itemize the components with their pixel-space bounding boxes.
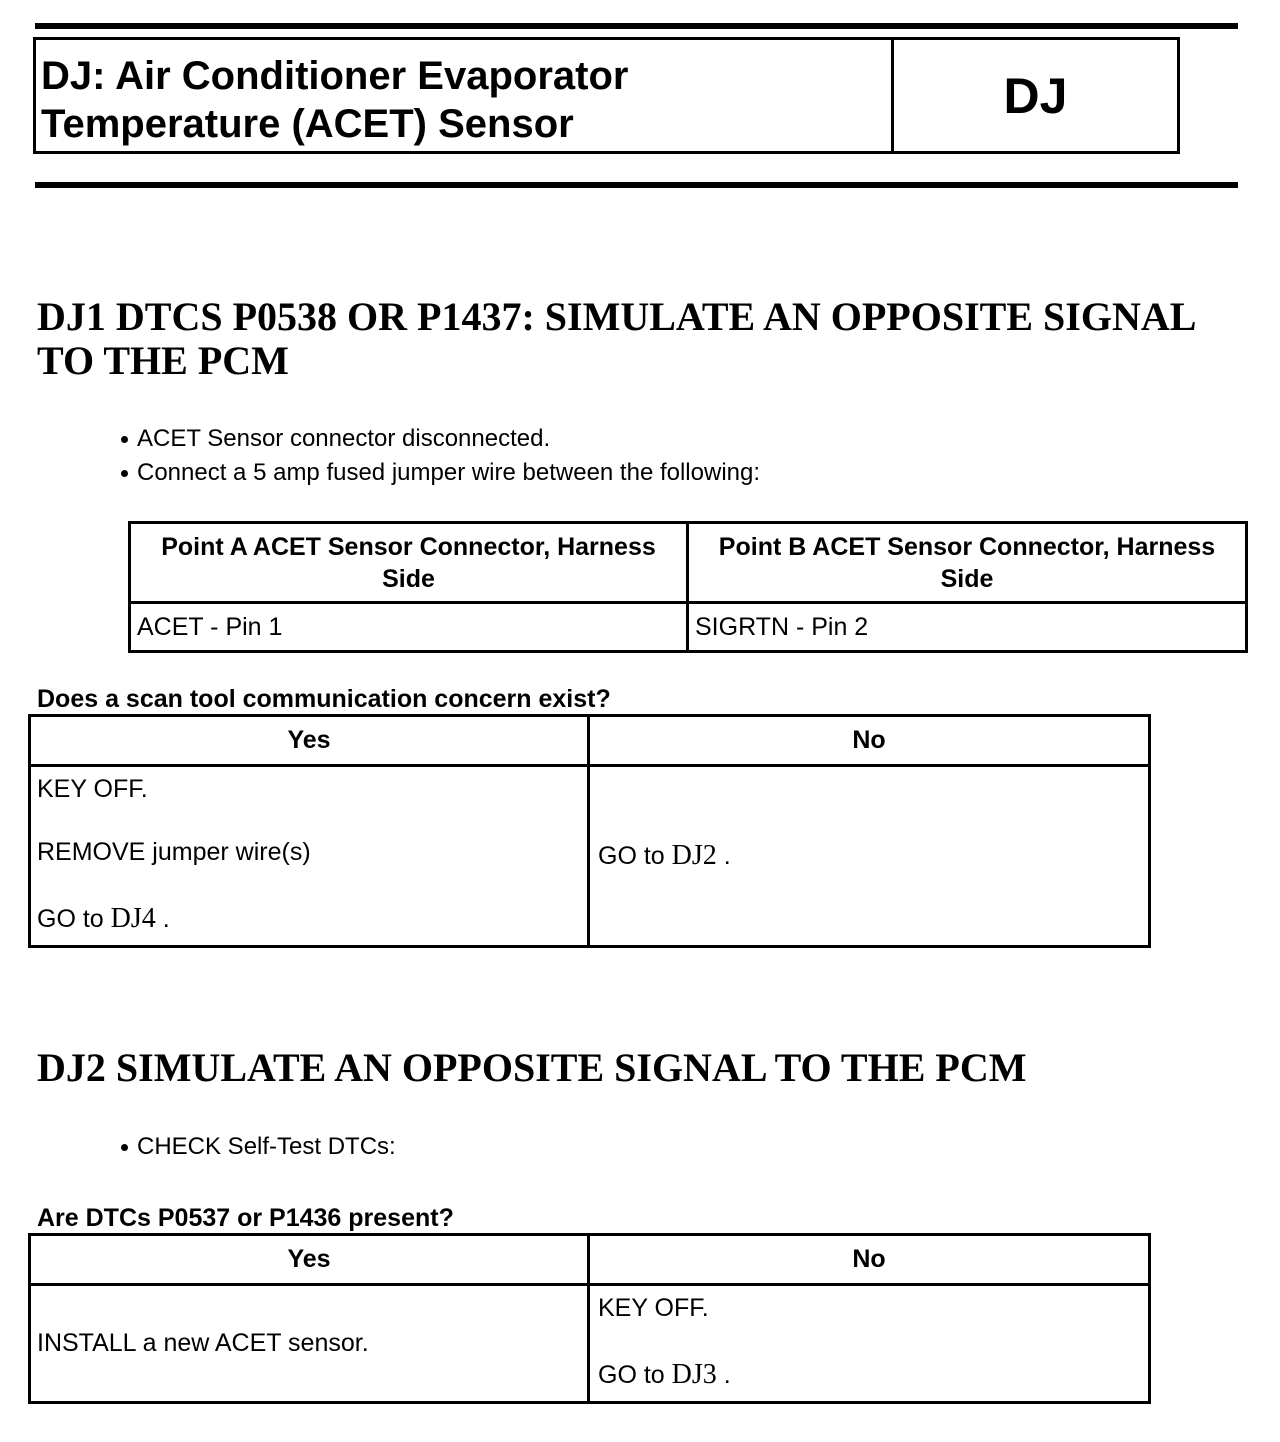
- title-box: [33, 37, 1180, 154]
- yes-cell: [30, 1285, 589, 1403]
- section-code: DJ: [1003, 67, 1068, 124]
- jumper-wire-table: [128, 521, 1248, 653]
- list-item: Connect a 5 amp fused jumper wire between the following:: [118, 456, 760, 490]
- dj1-instructions: [118, 422, 760, 490]
- dj2-heading: DJ2 SIMULATE AN OPPOSITE SIGNAL TO THE PCM: [37, 1045, 1027, 1090]
- goto-ref: DJ4: [110, 903, 156, 934]
- dj1-heading: DJ1 DTCS P0538 OR P1437: SIMULATE AN OPPOSITE SIGNAL TO THE PCM: [37, 294, 1195, 383]
- header-bottom-rule: [35, 182, 1238, 188]
- point-b-value: SIGRTN - Pin 2: [688, 603, 1247, 652]
- page-title: DJ: Air Conditioner Evaporator Temperature (ACET) Sensor: [36, 40, 894, 151]
- dj1-question: Does a scan tool communication concern exist?: [37, 685, 611, 713]
- no-goto-link[interactable]: GO to DJ2 .: [598, 840, 731, 871]
- dj2-question: Are DTCs P0537 or P1436 present?: [37, 1204, 454, 1232]
- yes-goto-link[interactable]: GO to DJ4 .: [37, 903, 170, 934]
- no-cell: [589, 766, 1150, 947]
- no-header: No: [589, 1235, 1150, 1285]
- goto-ref: DJ3: [671, 1359, 717, 1390]
- point-a-value: ACET - Pin 1: [130, 603, 688, 652]
- yes-header: Yes: [30, 1235, 589, 1285]
- yes-cell: [30, 766, 589, 947]
- no-step-key-off: KEY OFF.: [598, 1294, 709, 1322]
- no-header: No: [589, 716, 1150, 766]
- dj1-answer-table: [28, 714, 1151, 948]
- top-rule: [35, 23, 1238, 29]
- point-b-header: Point B ACET Sensor Connector, Harness Side: [688, 523, 1247, 603]
- no-goto-link[interactable]: GO to DJ3 .: [598, 1359, 731, 1390]
- dj2-instructions: [118, 1130, 396, 1164]
- yes-step-remove-jumper: REMOVE jumper wire(s): [37, 838, 311, 866]
- goto-ref: DJ2: [671, 840, 717, 871]
- yes-step-install-sensor: INSTALL a new ACET sensor.: [37, 1329, 369, 1357]
- table-row: [130, 603, 1247, 652]
- point-a-header: Point A ACET Sensor Connector, Harness Side: [130, 523, 688, 603]
- list-item: CHECK Self-Test DTCs:: [118, 1130, 396, 1164]
- yes-header: Yes: [30, 716, 589, 766]
- no-cell: [589, 1285, 1150, 1403]
- dj2-answer-table: [28, 1233, 1151, 1404]
- yes-step-key-off: KEY OFF.: [37, 775, 148, 803]
- list-item: ACET Sensor connector disconnected.: [118, 422, 760, 456]
